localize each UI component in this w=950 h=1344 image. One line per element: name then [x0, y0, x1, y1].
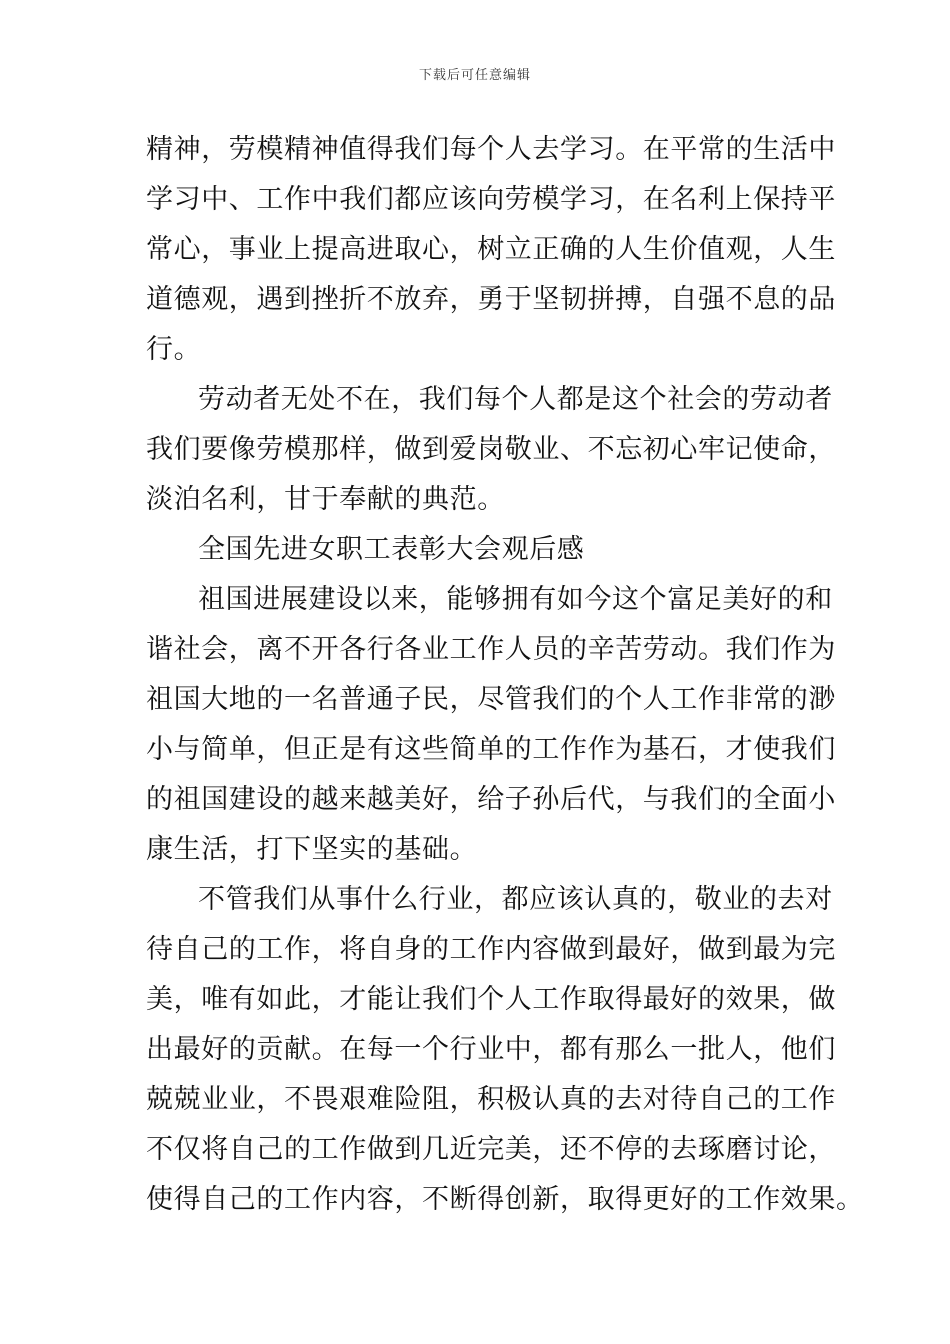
text-line: 劳动者无处不在，我们每个人都是这个社会的劳动者 [198, 384, 833, 415]
text-line: 小与简单，但正是有这些简单的工作作为基石，才使我们 [146, 734, 836, 765]
text-line: 常心，事业上提高进取心，树立正确的人生价值观，人生 [146, 234, 836, 265]
text-line: 谐社会，离不开各行各业工作人员的辛苦劳动。我们作为 [146, 634, 836, 665]
text-line: 淡泊名利，甘于奉献的典范。 [146, 484, 505, 515]
text-line: 兢兢业业，不畏艰难险阻，积极认真的去对待自己的工作 [146, 1084, 836, 1115]
text-line: 的祖国建设的越来越美好，给子孙后代，与我们的全面小 [146, 784, 836, 815]
text-line: 出最好的贡献。在每一个行业中，都有那么一批人，他们 [146, 1034, 836, 1065]
text-line: 道德观，遇到挫折不放弃，勇于坚韧拼搏，自强不息的品 [146, 284, 836, 315]
text-line: 我们要像劳模那样，做到爱岗敬业、不忘初心牢记使命， [146, 434, 836, 465]
text-line: 不管我们从事什么行业，都应该认真的，敬业的去对 [198, 884, 833, 915]
text-line: 不仅将自己的工作做到几近完美，还不停的去琢磨讨论， [146, 1134, 836, 1165]
section-title: 全国先进女职工表彰大会观后感 [198, 534, 585, 565]
text-line: 精神，劳模精神值得我们每个人去学习。在平常的生活中 [146, 134, 836, 165]
text-line: 康生活，打下坚实的基础。 [146, 834, 478, 865]
text-line: 祖国进展建设以来，能够拥有如今这个富足美好的和 [198, 584, 833, 615]
text-line: 祖国大地的一名普通子民，尽管我们的个人工作非常的渺 [146, 684, 836, 715]
text-line: 行。 [146, 334, 202, 365]
page-header: 下载后可任意编辑 [418, 68, 531, 83]
text-line: 美，唯有如此，才能让我们个人工作取得最好的效果，做 [146, 984, 836, 1015]
text-line: 使得自己的工作内容，不断得创新，取得更好的工作效果。 [146, 1184, 864, 1215]
text-line: 待自己的工作，将自身的工作内容做到最好，做到最为完 [146, 934, 836, 965]
text-line: 学习中、工作中我们都应该向劳模学习，在名利上保持平 [146, 184, 836, 215]
